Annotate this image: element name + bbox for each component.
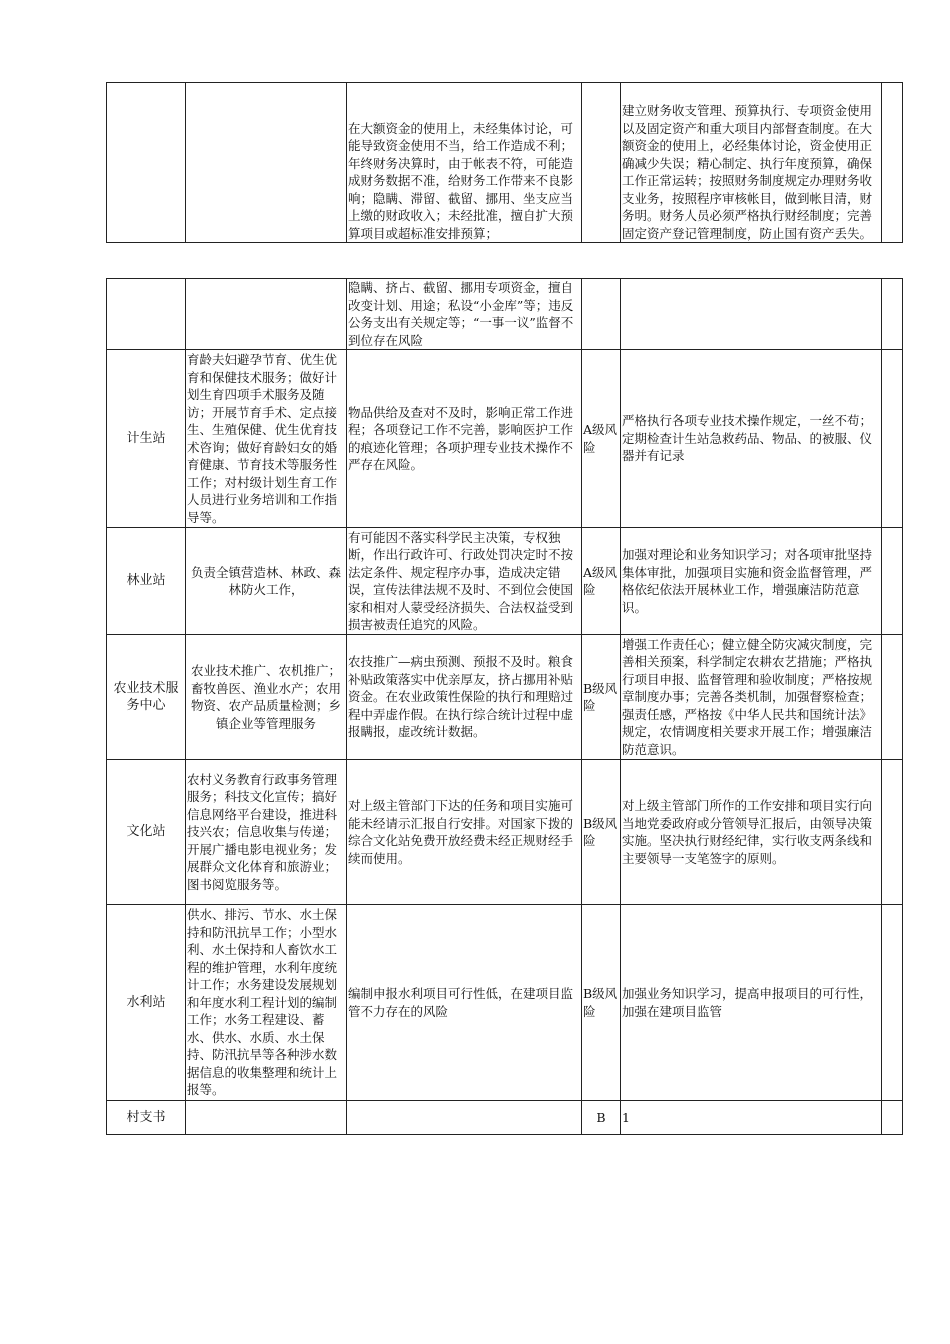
remark-cell — [882, 83, 903, 243]
table-row — [107, 83, 903, 243]
level-cell: B级风险 — [582, 905, 621, 1101]
remark-cell — [882, 760, 903, 905]
table-row — [107, 905, 903, 1101]
unit-cell — [107, 279, 186, 350]
duty-cell — [186, 279, 347, 350]
table-row — [107, 635, 903, 760]
level-cell: B — [582, 1101, 621, 1135]
table-row — [107, 528, 903, 635]
unit-cell: 水利站 — [107, 905, 186, 1101]
duty-cell — [186, 1101, 347, 1135]
unit-cell: 林业站 — [107, 528, 186, 635]
risk-cell: 在大额资金的使用上，未经集体讨论，可能导致资金使用不当，给工作造成不利；年终财务决算时，由于帐表不符，可能造成财务数据不准，给财务工作带来不良影响；隐瞒、滞留、截留、挪用、坐支应当上缴的财政收入；未经批准，擅自扩大预算项目或超标准安排预算； — [347, 83, 582, 243]
unit-cell — [107, 83, 186, 243]
remark-cell — [882, 528, 903, 635]
duty-cell: 农业技术推广、农机推广；畜牧兽医、渔业水产；农用物资、农产品质量检测；乡镇企业等管理服务 — [186, 635, 347, 760]
risk-cell: 有可能因不落实科学民主决策，专权独断，作出行政许可、行政处罚决定时不按法定条件、规定程序办事，造成决定错误，宣传法律法规不及时、不到位会使国家和相对人蒙受经济损失、合法权益受到损害被责任追究的风险。 — [347, 528, 582, 635]
level-cell: B级风险 — [582, 635, 621, 760]
risk-cell: 对上级主管部门下达的任务和项目实施可能未经请示汇报自行安排。对国家下拨的综合文化站免费开放经费未经正规财经手续而使用。 — [347, 760, 582, 905]
level-cell — [582, 279, 621, 350]
remark-cell — [882, 635, 903, 760]
duty-cell: 供水、排污、节水、水土保持和防汛抗旱工作；小型水利、水土保持和人畜饮水工程的维护管理，水利年度统计工作；水务建设发展规划和年度水利工程计划的编制工作；水务工程建设、蓄水、供水、水质、水土保持、防汛抗旱等各种涉水数据信息的收集整理和统计上报等。 — [186, 905, 347, 1101]
risk-cell — [347, 1101, 582, 1135]
level-cell — [582, 83, 621, 243]
duty-cell: 负责全镇营造林、林政、森林防火工作， — [186, 528, 347, 635]
measures-cell: 1 — [621, 1101, 882, 1135]
risk-cell: 隐瞒、挤占、截留、挪用专项资金，擅自改变计划、用途；私设“小金库”等；违反公务支出有关规定等；“一事一议”监督不到位存在风险 — [347, 279, 582, 350]
measures-cell — [621, 279, 882, 350]
measures-cell: 增强工作责任心；健立健全防灾减灾制度，完善相关预案，科学制定农耕农艺措施；严格执行项目申报、监督管理和验收制度；严格按规章制度办事；完善各类机制，加强督察检查；强责任感，严格按《中华人民共和国统计法》规定，农情调度相关要求开展工作；增强廉洁防范意识。 — [621, 635, 882, 760]
duty-cell: 育龄夫妇避孕节育、优生优育和保健技术服务；做好计划生育四项手术服务及随访；开展节育手术、定点接生、生殖保健、优生优育技术咨询；做好育龄妇女的婚育健康、节育技术等服务性工作；对村级计划生育工作人员进行业务培训和工作指导等。 — [186, 350, 347, 528]
unit-cell: 计生站 — [107, 350, 186, 528]
duty-cell — [186, 83, 347, 243]
level-cell: B级风险 — [582, 760, 621, 905]
level-cell: A级风险 — [582, 350, 621, 528]
risk-cell: 农技推广—病虫预测、预报不及时。粮食补贴政策落实中优亲厚友，挤占挪用补贴资金。在农业政策性保险的执行和理赔过程中弄虚作假。在执行综合统计过程中虚报瞒报，虚改统计数据。 — [347, 635, 582, 760]
table-row — [107, 1101, 903, 1135]
measures-cell: 加强业务知识学习，提高申报项目的可行性，加强在建项目监管 — [621, 905, 882, 1101]
remark-cell — [882, 1101, 903, 1135]
risk-cell: 编制申报水利项目可行性低，在建项目监管不力存在的风险 — [347, 905, 582, 1101]
measures-cell: 加强对理论和业务知识学习；对各项审批坚持集体审批，加强项目实施和资金监督管理，严格依纪依法开展林业工作，增强廉洁防范意识。 — [621, 528, 882, 635]
risk-table-continued — [106, 82, 903, 243]
unit-cell: 文化站 — [107, 760, 186, 905]
remark-cell — [882, 350, 903, 528]
measures-cell: 对上级主管部门所作的工作安排和项目实行向当地党委政府或分管领导汇报后，由领导决策实施。坚决执行财经纪律，实行收支两条线和主要领导一支笔签字的原则。 — [621, 760, 882, 905]
duty-cell: 农村义务教育行政事务管理服务；科技文化宣传；搞好信息网络平台建设，推进科技兴农；信息收集与传递；开展广播电影电视业务；发展群众文化体育和旅游业；图书阅览服务等。 — [186, 760, 347, 905]
remark-cell — [882, 279, 903, 350]
table-row — [107, 350, 903, 528]
unit-cell: 农业技术服务中心 — [107, 635, 186, 760]
risk-cell: 物品供给及查对不及时，影响正常工作进程；各项登记工作不完善，影响医护工作的痕迹化管理；各项护理专业技术操作不严存在风险。 — [347, 350, 582, 528]
level-cell: A级风险 — [582, 528, 621, 635]
measures-cell: 严格执行各项专业技术操作规定，一丝不苟；定期检查计生站急救药品、物品、的被服、仪器并有记录 — [621, 350, 882, 528]
table-row — [107, 279, 903, 350]
risk-table — [106, 278, 903, 1135]
remark-cell — [882, 905, 903, 1101]
table-row — [107, 760, 903, 905]
unit-cell: 村支书 — [107, 1101, 186, 1135]
measures-cell: 建立财务收支管理、预算执行、专项资金使用以及固定资产和重大项目内部督查制度。在大额资金的使用上，必经集体讨论，资金使用正确减少失误；精心制定、执行年度预算，确保工作正常运转；按照财务制度规定办理财务收支业务，按照程序审核帐目，做到帐目清，财务明。财务人员必须严格执行财经制度；完善固定资产登记管理制度，防止国有资产丢失。 — [621, 83, 882, 243]
